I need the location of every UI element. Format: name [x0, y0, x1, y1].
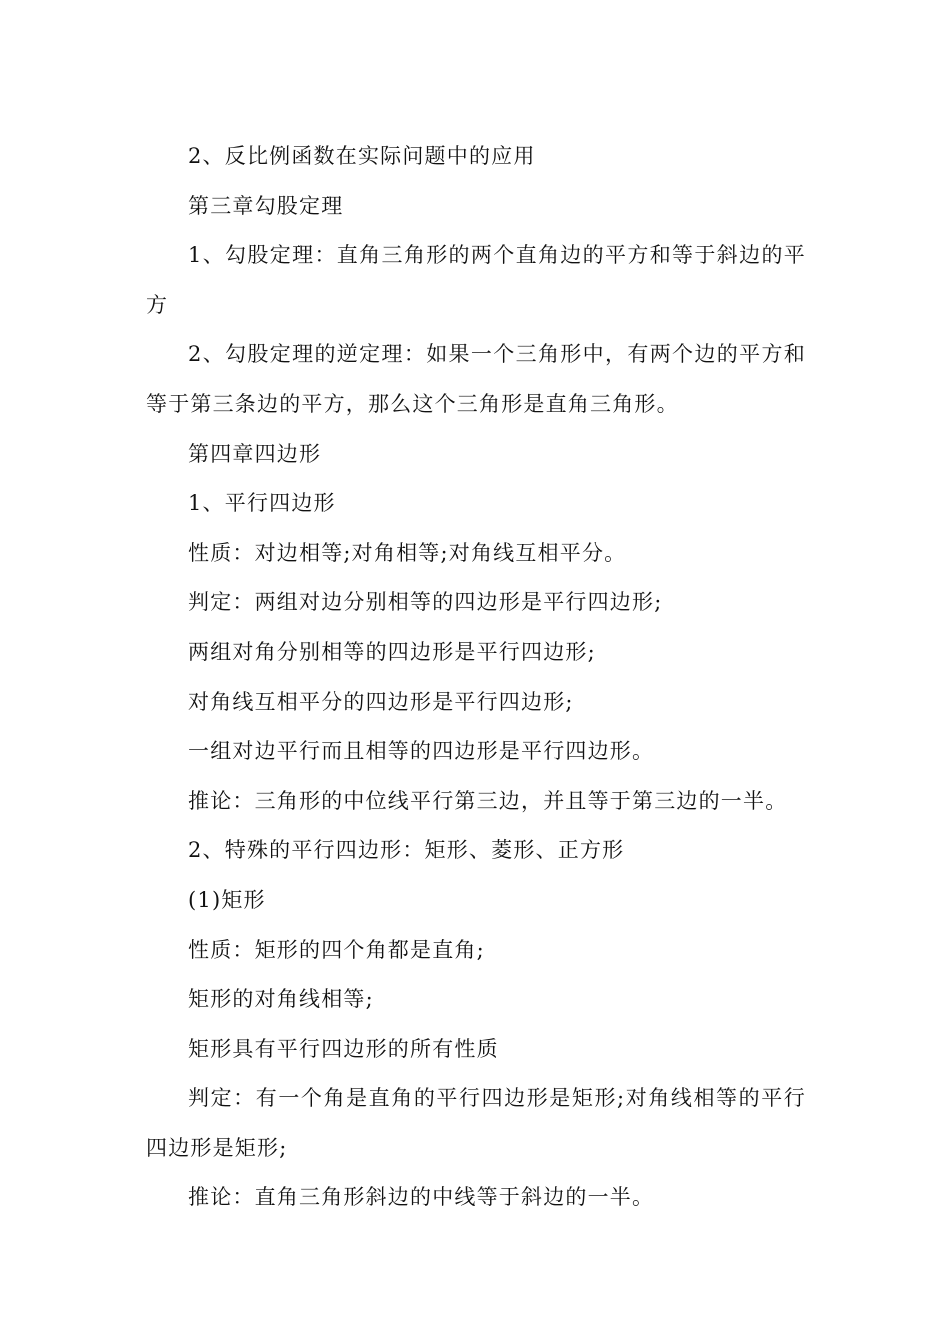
chapter-4-heading: 第四章四边形 [188, 441, 322, 466]
section-parallelogram-heading: 1、平行四边形 [188, 491, 336, 516]
chapter-3-heading: 第三章勾股定理 [188, 193, 344, 218]
paragraph-pythagorean-converse: 2、勾股定理的逆定理：如果一个三角形中，有两个边的平方和等于第三条边的平方，那么这个三角形是直角三角形。 [146, 342, 806, 416]
section-special-parallelograms-heading: 2、特殊的平行四边形：矩形、菱形、正方形 [188, 838, 625, 863]
parallelogram-properties: 性质：对边相等;对角相等;对角线互相平分。 [188, 540, 627, 565]
document-body [146, 132, 806, 1223]
midline-corollary: 推论：三角形的中位线平行第三边，并且等于第三边的一半。 [188, 788, 788, 813]
parallelogram-criterion-2: 两组对角分别相等的四边形是平行四边形; [188, 639, 596, 664]
rectangle-property-3: 矩形具有平行四边形的所有性质 [188, 1036, 499, 1061]
rectangle-property-1: 性质：矩形的四个角都是直角; [188, 937, 485, 962]
right-triangle-median-corollary: 推论：直角三角形斜边的中线等于斜边的一半。 [188, 1185, 655, 1210]
paragraph-inverse-proportion-application: 2、反比例函数在实际问题中的应用 [188, 144, 536, 168]
parallelogram-criterion-3: 对角线互相平分的四边形是平行四边形; [188, 689, 574, 714]
paragraph-pythagorean-theorem: 1、勾股定理：直角三角形的两个直角边的平方和等于斜边的平方 [146, 243, 806, 317]
subsection-rectangle-heading: (1)矩形 [188, 887, 266, 912]
parallelogram-criterion-1: 判定：两组对边分别相等的四边形是平行四边形; [188, 590, 663, 615]
rectangle-criteria: 判定：有一个角是直角的平行四边形是矩形;对角线相等的平行四边形是矩形; [146, 1086, 806, 1160]
rectangle-property-2: 矩形的对角线相等; [188, 987, 374, 1012]
parallelogram-criterion-4: 一组对边平行而且相等的四边形是平行四边形。 [188, 739, 655, 764]
